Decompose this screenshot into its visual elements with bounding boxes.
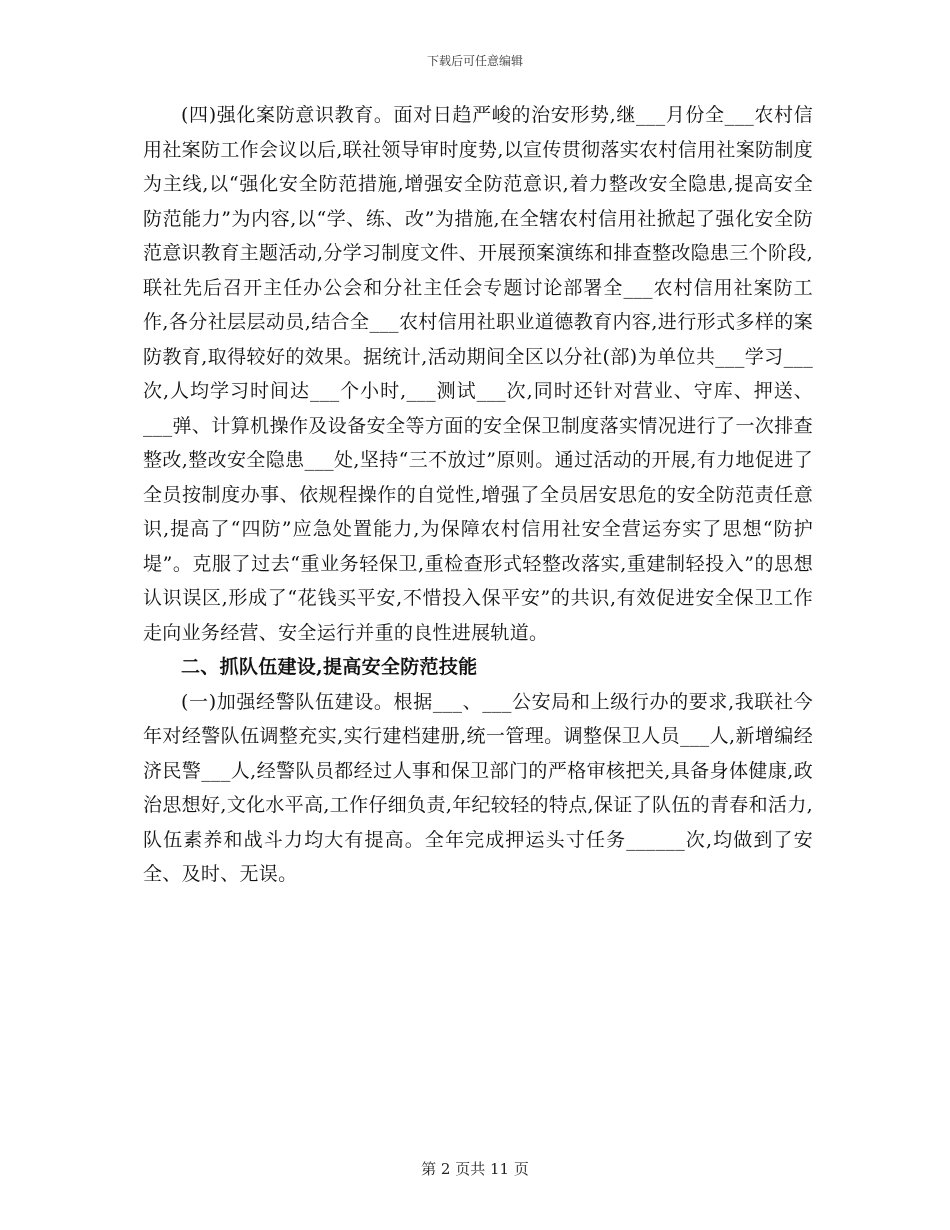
paragraph-economic-police-team: (一)加强经警队伍建设。根据___、___公安局和上级行办的要求,我联社今年对经警队伍调整充实,实行建档建册,统一管理。调整保卫人员___人,新增编经济民警___人,经警队员都经过人事和保卫部门的严格审核把关,具备身体健康,政治思想好,文化水平高,工作仔细负责,年纪较轻的特点,保证了队伍的青春和活力,队伍素养和战斗力均大有提高。全年完成押运头寸任务______次,均做到了安全、及时、无误。 — [143, 690, 813, 885]
section-heading-team-building: 二、抓队伍建设,提高安全防范技能 — [181, 656, 478, 678]
page-footer: 第 2 页共 11 页 — [421, 1160, 529, 1178]
document-body — [143, 98, 813, 892]
page-header: 下载后可任意编辑 — [426, 54, 523, 68]
paragraph-case-prevention-education: (四)强化案防意识教育。面对日趋严峻的治安形势,继___月份全___农村信用社案防工作会议以后,联社领导审时度势,以宣传贯彻落实农村信用社案防制度为主线,以“强化安全防范措施,增强安全防范意识,着力整改安全隐患,提高安全防范能力”为内容,以“学、练、改”为措施,在全辖农村信用社掀起了强化安全防范意识教育主题活动,分学习制度文件、开展预案演练和排查整改隐患三个阶段,联社先后召开主任办公会和分社主任会专题讨论部署全___农村信用社案防工作,各分社层层动员,结合全___农村信用社职业道德教育内容,进行形式多样的案防教育,取得较好的效果。据统计,活动期间全区以分社(部)为单位共___学习___次,人均学习时间达___个小时,___测试___次,同时还针对营业、守库、押送、___弹、计算机操作及设备安全等方面的安全保卫制度落实情况进行了一次排查整改,整改安全隐患___处,坚持“三不放过”原则。通过活动的开展,有力地促进了全员按制度办事、依规程操作的自觉性,增强了全员居安思危的安全防范责任意识,提高了“四防”应急处置能力,为保障农村信用社安全营运夯实了思想“防护堤”。克服了过去“重业务轻保卫,重检查形式轻整改落实,重建制轻投入”的思想认识误区,形成了“花钱买平安,不惜投入保平安”的共识,有效促进安全保卫工作走向业务经营、安全运行并重的良性进展轨道。 — [143, 104, 813, 644]
